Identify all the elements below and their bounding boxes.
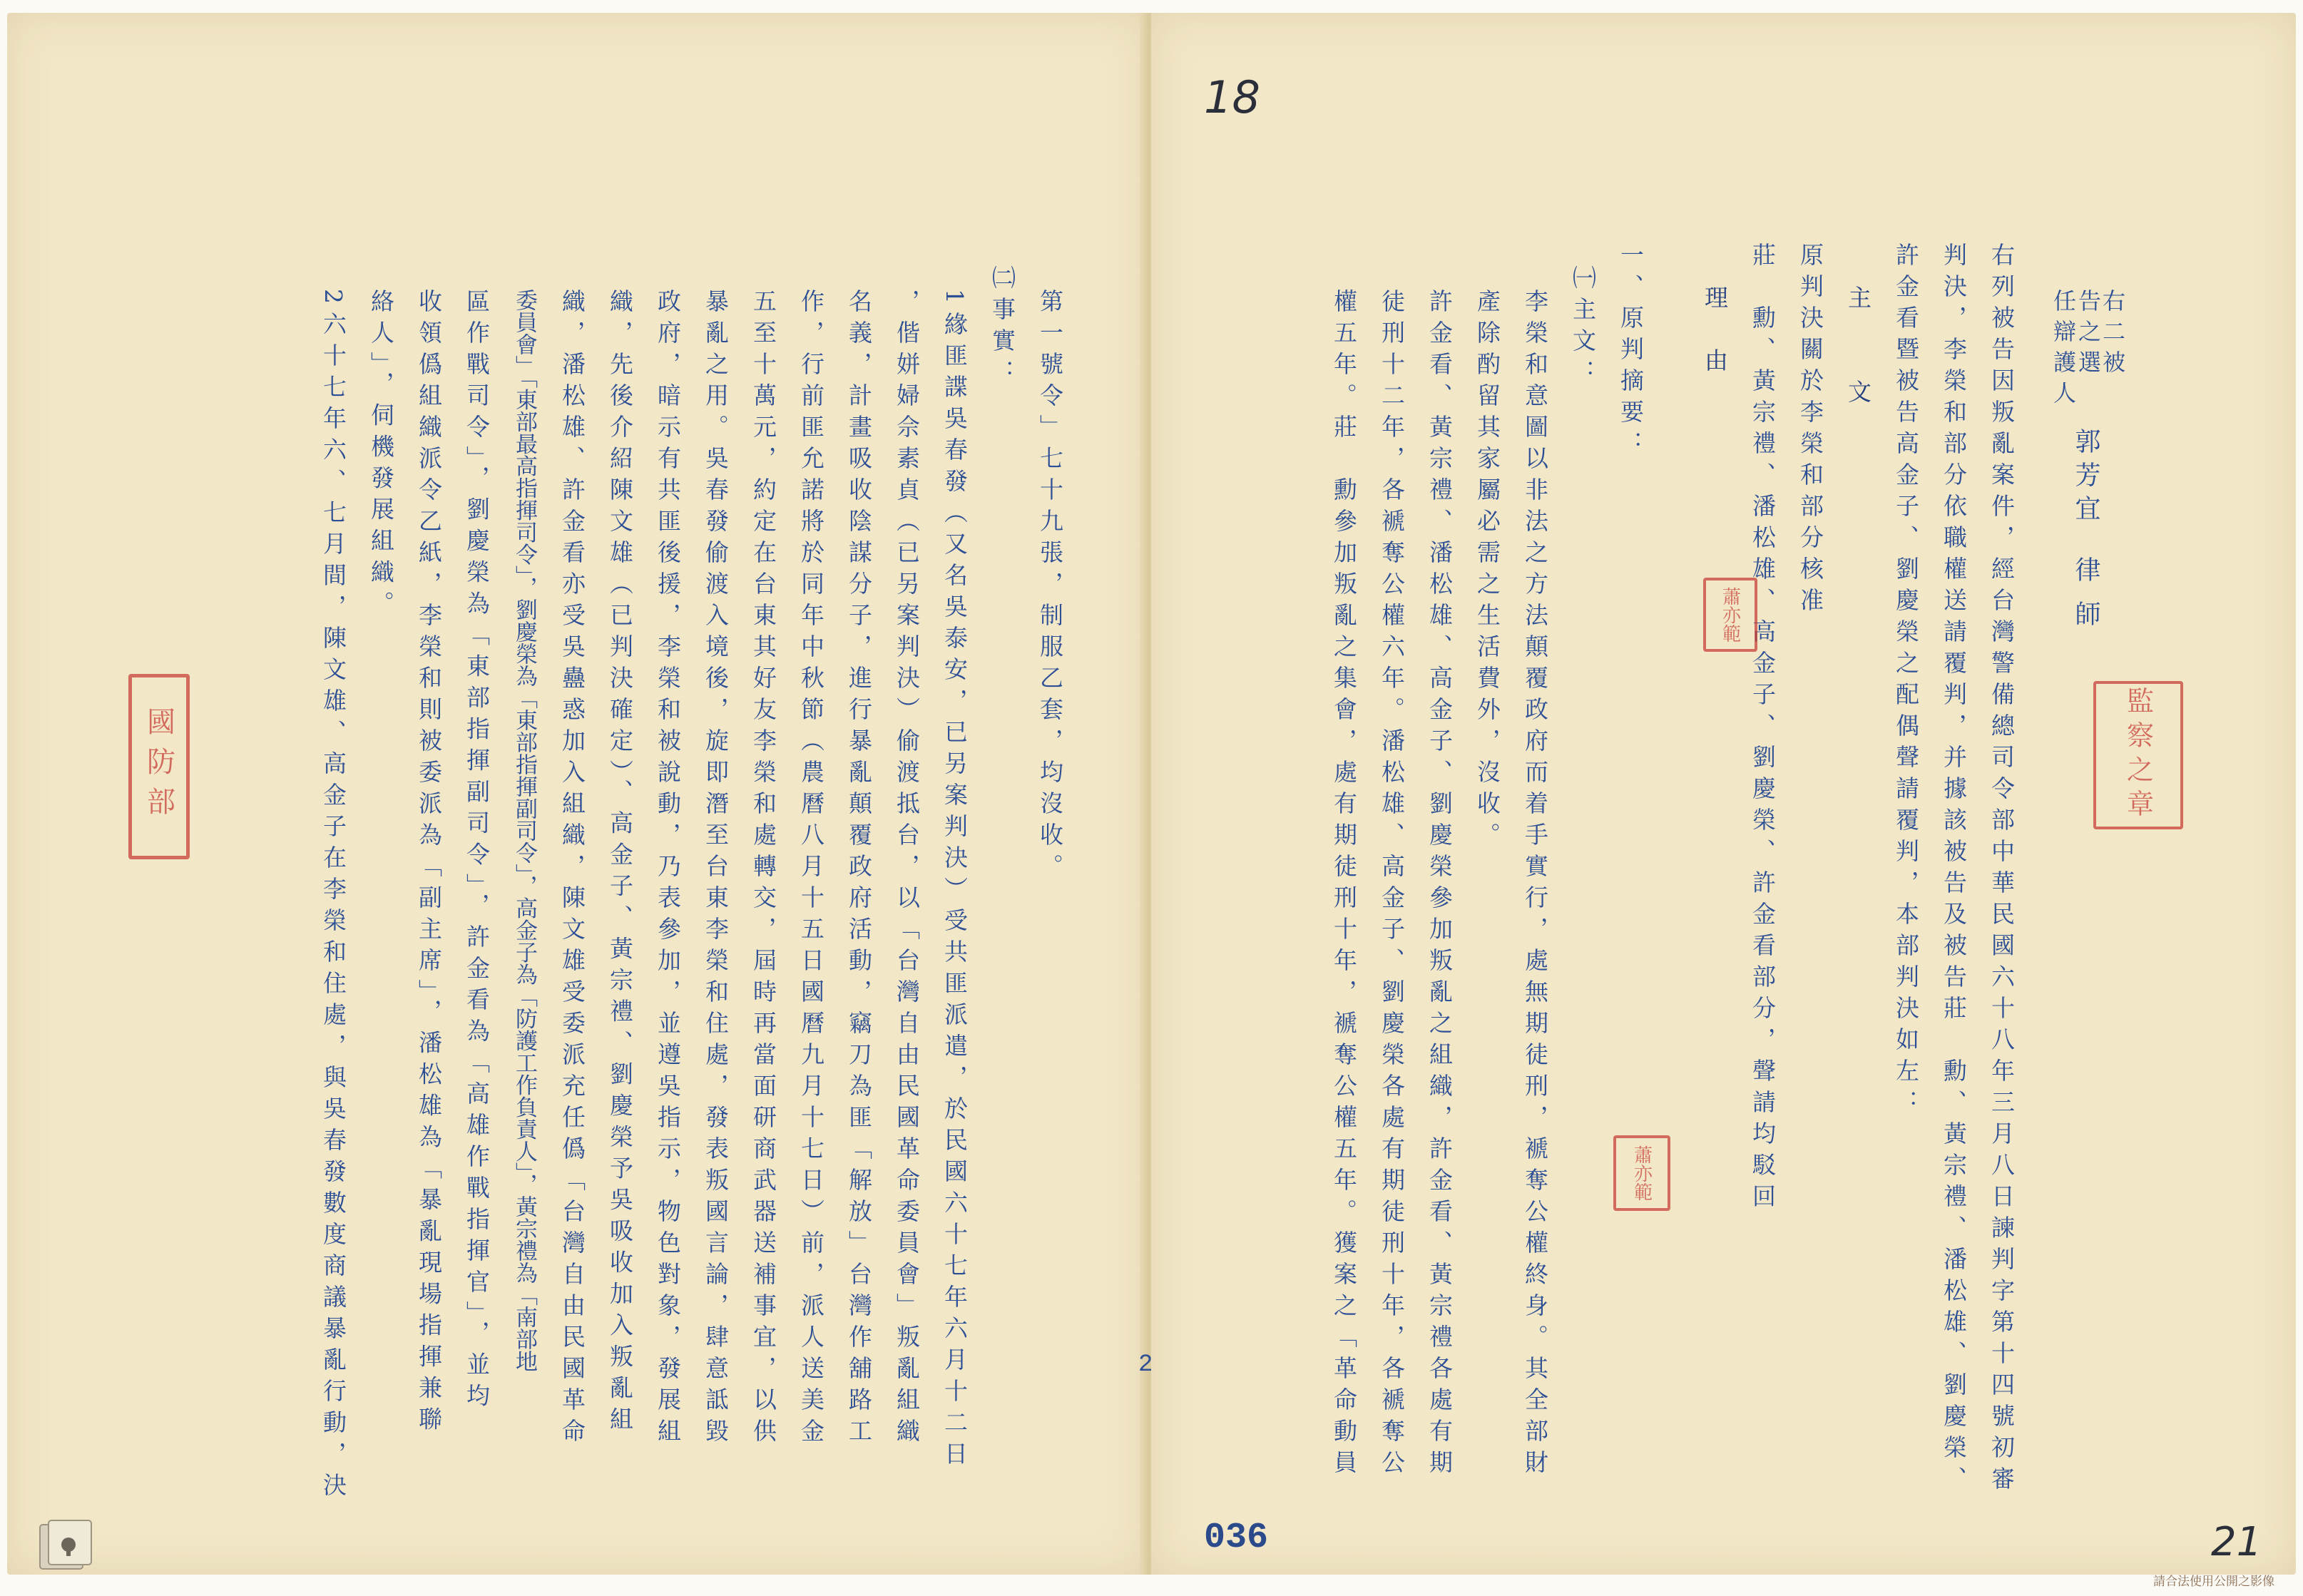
left-col-4: ，偕姘婦佘素貞（已另案判決）偷渡抵台，以「台灣自由民國革命委員會」叛亂組織 — [893, 289, 921, 1450]
section-heading-main-text: 主 文 — [1844, 285, 1872, 411]
left-col-15: 絡人」，伺機發展組織。 — [367, 289, 395, 623]
left-col-14: 收領僞組織派令乙紙，李榮和則被委派為「副主席」，潘松雄為「暴亂現場指揮兼聯 — [415, 289, 443, 1438]
right-col-12: 許金看、黃宗禮、潘松雄、高金子、劉慶榮參加叛亂之組織，許金看、黃宗禮各處有期 — [1426, 289, 1454, 1481]
left-col-13: 區作戰司令」，劉慶榮為「東部指揮副司令」，許金看為「高雄作戰指揮官」，並均 — [463, 289, 491, 1415]
case-column-2: 告之選 — [2075, 289, 2102, 381]
left-col-3: 1緣匪諜吳春發（又名吳泰安，已另案判決）受共匪派遣，於民國六十七年六月十二日 — [941, 289, 969, 1473]
right-col-11: 產除酌留其家屬必需之生活費外，沒收。 — [1474, 289, 1501, 854]
right-col-10: 李榮和意圖以非法之方法顛覆政府而着手實行，處無期徒刑，褫奪公權終身。其全部財 — [1521, 289, 1549, 1481]
right-col-6: 莊 勳、黃宗禮、潘松雄、高金子、劉慶榮、許金看部分，聲請均駁回 — [1749, 242, 1777, 1215]
left-col-12: 委員會」「東部最高指揮司令」，劉慶榮為「東部指揮副司令」，高金子為「防護工作負責人」，黃宗禮為「南部地 — [511, 289, 537, 1372]
right-col-1: 右列被告因叛亂案件，經台灣警備總司令部中華民國六十八年三月八日諫判字第十四號初審 — [1988, 242, 2016, 1498]
folio-number: 036 — [1204, 1518, 1269, 1558]
right-col-9: ㈠主文： — [1569, 265, 1597, 391]
left-col-8: 暴亂之用。吳春發偷渡入境後，旋即潛至台東李榮和住處，發表叛國言論，肆意詆毀 — [702, 289, 730, 1450]
left-col-10: 織，先後介紹陳文雄（已判決確定）、高金子、黃宗禮、劉慶榮予吳吸收加入叛亂組 — [606, 289, 634, 1438]
small-seal-1 — [1703, 578, 1757, 652]
left-col-11: 織，潘松雄、許金看亦受吳蠱惑加入組織，陳文雄受委派充任僞「台灣自由民國革命 — [558, 289, 586, 1450]
official-seal-top-right-text: 監察之章 — [2122, 687, 2154, 824]
left-col-6: 作，行前匪允諾將於同年中秋節（農曆八月十五日國曆九月十七日）前，派人送美金 — [797, 289, 825, 1450]
official-seal-top-right — [2093, 681, 2183, 829]
page-number: 2 — [1138, 1351, 1153, 1378]
right-col-8: 一、原判摘要： — [1617, 242, 1645, 462]
right-col-13: 徒刑十二年，各褫奪公權六年。潘松雄、高金子、劉慶榮各處有期徒刑十年，各褫奪公 — [1378, 289, 1406, 1481]
counsel-name: 郭芳宜 — [2071, 428, 2100, 528]
right-col-3: 許金看暨被告高金子、劉慶榮之配偶聲請覆判，本部判決如左： — [1892, 242, 1920, 1121]
left-col-2: ㈡事實： — [989, 265, 1016, 391]
official-seal-left — [128, 674, 190, 859]
handwritten-corner-mark: 21 — [2211, 1519, 2262, 1565]
left-col-7: 五至十萬元，約定在台東其好友李榮和處轉交，屆時再當面研商武器送補事宜，以供 — [750, 289, 777, 1450]
usage-notice: 請合法使用公開之影像 — [2153, 1575, 2274, 1589]
official-seal-left-text: 國防部 — [142, 707, 175, 827]
left-col-1: 第一號令」七十九張，制服乙套，均沒收。 — [1036, 289, 1064, 885]
left-col-9: 政府，暗示有共匪後援，李榮和被說動，乃表參加，並遵吳指示，物色對象，發展組 — [654, 289, 682, 1450]
left-col-16: 2六十七年六、七月間，陳文雄、高金子在李榮和住處，與吳春發數度商議暴亂行動，決 — [320, 289, 347, 1504]
right-col-2: 判決，李榮和部分依職權送請覆判，并據該被告及被告莊 勳、黃宗禮、潘松雄、劉慶榮、 — [1940, 242, 1968, 1498]
handwritten-page-mark: 18 — [1204, 71, 1260, 123]
right-col-5: 原判決關於李榮和部分核准 — [1797, 242, 1824, 619]
small-seal-2 — [1613, 1135, 1670, 1211]
case-column-3: 任辯護人 — [2050, 289, 2077, 411]
case-column-1: 右二被 — [2099, 289, 2126, 381]
counsel-title: 律師 — [2071, 556, 2100, 645]
small-seal-2-text: 蕭亦範 — [1630, 1145, 1653, 1201]
small-seal-1-text: 蕭亦範 — [1719, 587, 1741, 643]
archive-book-icon — [34, 1518, 98, 1575]
right-col-14: 權五年。莊 勳參加叛亂之集會，處有期徒刑十年，褫奪公權五年。獲案之「革命動員 — [1330, 289, 1358, 1481]
section-heading-reason: 理 由 — [1701, 285, 1729, 379]
left-col-5: 名義，計畫吸收陰謀分子，進行暴亂顛覆政府活動，竊刀為匪「解放」台灣作舖路工 — [845, 289, 873, 1450]
